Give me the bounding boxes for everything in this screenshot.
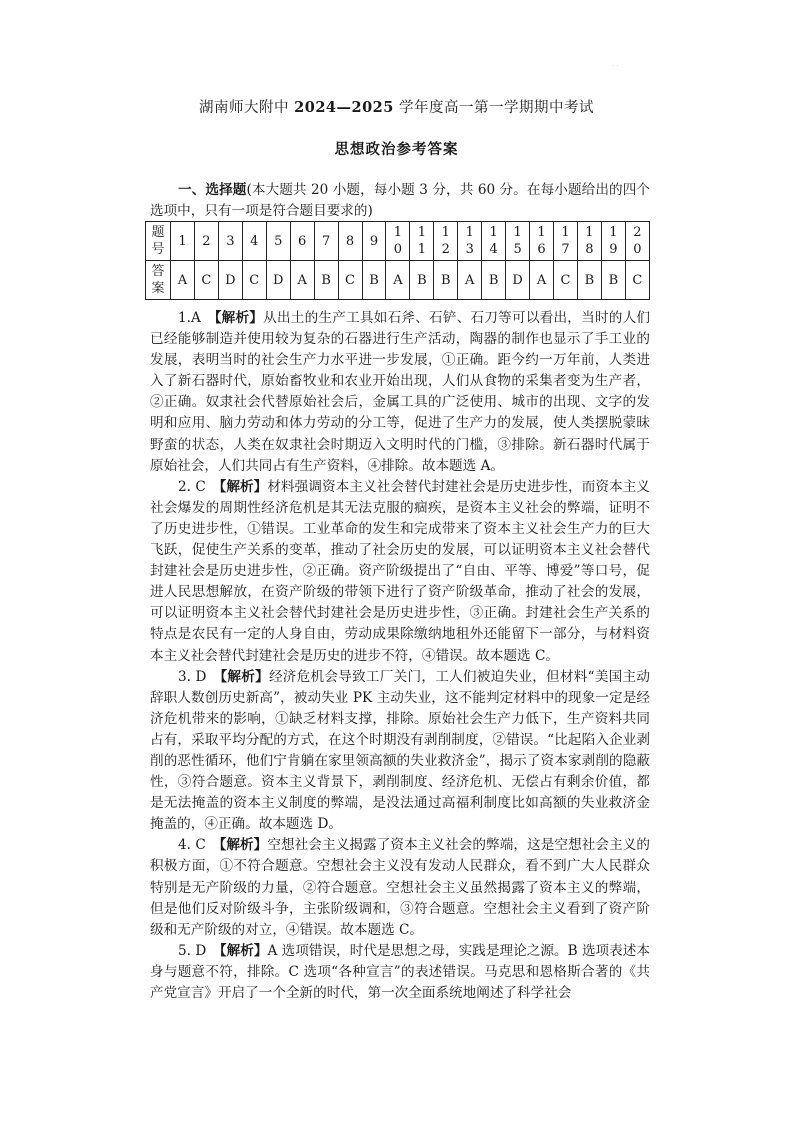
table-cell-text: 4 bbox=[489, 242, 498, 257]
answer-cell: B bbox=[601, 261, 625, 300]
answer-cell: B bbox=[410, 261, 434, 300]
table-cell-text: 9 bbox=[609, 242, 618, 257]
answer-cell: B bbox=[314, 261, 338, 300]
question-number-cell bbox=[554, 222, 578, 261]
table-cell-text: 8 bbox=[585, 242, 594, 257]
title-years: 2024—2025 bbox=[294, 99, 394, 116]
answer-cell: A bbox=[530, 261, 554, 300]
section-one-desc: (本大题共 20 小题，每小题 3 分，共 60 分。在每小题给出的四个选项中，只有一项是符合题目要求的) bbox=[150, 182, 651, 219]
question-number-cell bbox=[338, 222, 362, 261]
answer-cell: C bbox=[242, 261, 266, 300]
table-cell-text: 0 bbox=[633, 242, 642, 257]
title-school: 湖南师大附中 bbox=[199, 100, 295, 116]
table-cell-text: 1 bbox=[417, 225, 426, 240]
table-cell-text: 8 bbox=[345, 233, 355, 249]
answer-cell: B bbox=[577, 261, 601, 300]
explanations bbox=[150, 308, 650, 1004]
question-number-cell bbox=[434, 222, 458, 261]
answer-lead: 2. C bbox=[178, 478, 206, 495]
explanation-text: 空想社会主义揭露了资本主义社会的弊端，这是空想社会主义的积极方面，①不符合题意。空想社会主义没有发动人民群众，看不到广大人民群众特别是无产阶级的力量，②符合题意。空想社会主义虽然揭露了资本主义的弊端，但是他们反对阶级斗争，主张阶级调和，③符合题意。空想社会主义看到了资产阶级和无产阶级的对立，④错误。故本题选 C。 bbox=[150, 837, 651, 938]
table-cell-text: 1 bbox=[585, 225, 594, 240]
document-title bbox=[0, 96, 793, 117]
answer-lead: 3. D bbox=[178, 668, 207, 685]
question-number-cell bbox=[194, 222, 218, 261]
question-number-cell bbox=[410, 222, 434, 261]
section-one-head: 一、选择题 bbox=[178, 182, 247, 198]
question-number-cell bbox=[458, 222, 482, 261]
answer-cell: B bbox=[434, 261, 458, 300]
answer-cell: A bbox=[386, 261, 410, 300]
answer-cell: C bbox=[554, 261, 578, 300]
table-cell-text: 6 bbox=[537, 242, 546, 257]
answer-table-answer-row bbox=[146, 261, 650, 300]
answer-cell: A bbox=[458, 261, 482, 300]
question-number-cell bbox=[171, 222, 195, 261]
table-cell-text: 1 bbox=[489, 225, 498, 240]
table-cell-text: 9 bbox=[369, 233, 379, 249]
question-number-cell bbox=[266, 222, 290, 261]
table-cell-text: 2 bbox=[441, 242, 450, 257]
answer-table bbox=[145, 221, 650, 300]
table-cell-text: 案 bbox=[151, 281, 165, 296]
table-row-label bbox=[146, 222, 171, 261]
question-number-cell bbox=[386, 222, 410, 261]
explanation-paragraph bbox=[150, 667, 650, 836]
analysis-tag: 【解析】 bbox=[207, 310, 264, 326]
question-number-cell bbox=[290, 222, 314, 261]
table-cell-text: 4 bbox=[250, 233, 259, 249]
table-row-label bbox=[146, 261, 171, 300]
table-cell-text: 1 bbox=[417, 242, 426, 257]
table-cell-text: 1 bbox=[465, 225, 474, 240]
answer-cell: B bbox=[362, 261, 386, 300]
table-cell-text: 1 bbox=[513, 225, 522, 240]
analysis-tag: 【解析】 bbox=[212, 478, 268, 495]
table-cell-text: 5 bbox=[274, 233, 283, 249]
explanation-paragraph bbox=[150, 835, 650, 940]
explanation-paragraph bbox=[150, 308, 650, 477]
explanation-paragraph bbox=[150, 477, 650, 667]
answer-cell: A bbox=[171, 261, 195, 300]
table-cell-text: 3 bbox=[465, 242, 474, 257]
answer-cell: D bbox=[506, 261, 530, 300]
explanation-text: A 选项错误，时代是思想之母，实践是理论之源。B 选项表述本身与题意不符，排除。C 选项“各种宣言”的表述错误。马克思和恩格斯合著的《共产党宣言》开启了一个全新的时代，第一次全面系统地阐述了科学社会 bbox=[150, 942, 651, 1001]
table-cell-text: 1 bbox=[609, 225, 618, 240]
answer-cell: D bbox=[218, 261, 242, 300]
table-cell-text: 1 bbox=[178, 233, 187, 249]
corner-mark: · · bbox=[612, 62, 619, 70]
table-cell-text: 1 bbox=[393, 225, 403, 240]
table-cell-text: 1 bbox=[561, 225, 570, 240]
title-rest: 学年度高一第一学期期中考试 bbox=[393, 100, 594, 116]
table-cell-text: 2 bbox=[202, 233, 211, 249]
table-cell-text: 5 bbox=[513, 242, 522, 257]
section-one-heading bbox=[150, 180, 650, 222]
answer-lead: 1.A bbox=[178, 310, 201, 326]
answer-cell: A bbox=[290, 261, 314, 300]
analysis-tag: 【解析】 bbox=[213, 668, 269, 685]
question-number-cell bbox=[530, 222, 554, 261]
table-cell-text: 1 bbox=[441, 225, 450, 240]
answer-lead: 4. C bbox=[178, 837, 206, 854]
explanation-text: 从出土的生产工具如石斧、石铲、石刀等可以看出，当时的人们已经能够制造并使用较为复杂的石器进行生产活动，陶器的制作也显示了手工业的发展，表明当时的社会生产力水平进一步发展，①正确。距今约一万年前，人类进入了新石器时代，原始畜牧业和农业开始出现，人们从食物的采集者变为生产者，②正确。奴隶社会代替原始社会后，金属工具的广泛使用、城市的出现、文字的发明和应用、脑力劳动和体力劳动的分工等，促进了生产力的发展，使人类摆脱蒙昧野蛮的状态，人类在奴隶社会时期迈入文明时代的门槛，③排除。新石器时代属于原始社会，人们共同占有生产资料，④排除。故本题选 A。 bbox=[150, 310, 651, 474]
question-number-cell bbox=[362, 222, 386, 261]
question-number-cell bbox=[314, 222, 338, 261]
question-number-cell bbox=[482, 222, 506, 261]
analysis-tag: 【解析】 bbox=[213, 942, 268, 959]
table-cell-text: 7 bbox=[561, 242, 570, 257]
table-cell-text: 6 bbox=[298, 233, 307, 249]
table-cell-text: 0 bbox=[393, 242, 403, 257]
answer-table-number-row bbox=[146, 222, 650, 261]
answer-cell: B bbox=[482, 261, 506, 300]
table-cell-text: 1 bbox=[537, 225, 546, 240]
question-number-cell bbox=[625, 222, 649, 261]
table-cell-text: 7 bbox=[321, 233, 331, 249]
question-number-cell bbox=[601, 222, 625, 261]
answer-cell: C bbox=[194, 261, 218, 300]
question-number-cell bbox=[218, 222, 242, 261]
table-cell-text: 3 bbox=[226, 233, 235, 249]
table-cell-text: 答 bbox=[151, 264, 165, 279]
explanation-text: 经济危机会导致工厂关门，工人们被迫失业，但材料“美国主动辞职人数创历史新高”，被动失业 PK 主动失业，这不能判定材料中的现象一定是经济危机带来的影响，①缺乏材料支撑，排除。原始社会生产力低下，生产资料共同占有，采取平均分配的方式，在这个时期没有剥削制度，②错误。“比起陷入企业剥削的恶性循环，他们宁肯躺在家里领高额的失业救济金”，揭示了资本家剥削的隐蔽性，③符合题意。资本主义背景下，剥削制度、经济危机、无偿占有剩余价值，都是无法掩盖的资本主义制度的弊端，是没法通过高福利制度比如高额的失业救济金掩盖的，④正确。故本题选 D。 bbox=[150, 668, 650, 833]
table-cell-text: 题 bbox=[151, 225, 165, 240]
answer-cell: C bbox=[338, 261, 362, 300]
answer-cell: D bbox=[266, 261, 290, 300]
question-number-cell bbox=[242, 222, 266, 261]
answer-cell: C bbox=[625, 261, 649, 300]
table-cell-text: 号 bbox=[151, 242, 165, 257]
explanation-text: 材料强调资本主义社会替代封建社会是历史进步性，而资本主义社会爆发的周期性经济危机是其无法克服的痼疾，是资本主义社会的弊端，证明不了历史进步性，①错误。工业革命的发生和完成带来了资本主义社会生产力的巨大飞跃，促使生产关系的变革，推动了社会历史的发展，可以证明资本主义社会替代封建社会是历史进步性，②正确。资产阶级提出了“自由、平等、博爱”等口号，促进人民思想解放，在资产阶级的带领下进行了资产阶级革命，推动了社会的发展，可以证明资本主义社会替代封建社会是历史进步性，③正确。封建社会生产关系的特点是农民有一定的人身自由，劳动成果除缴纳地租外还能留下一部分，与材料资本主义社会替代封建社会是历史的进步不符，④错误。故本题选 C。 bbox=[150, 478, 651, 664]
question-number-cell bbox=[506, 222, 530, 261]
document-subtitle: 思想政治参考答案 bbox=[334, 141, 459, 158]
answer-lead: 5. D bbox=[178, 942, 207, 959]
analysis-tag: 【解析】 bbox=[212, 837, 268, 854]
question-number-cell bbox=[577, 222, 601, 261]
table-cell-text: 2 bbox=[633, 225, 642, 240]
explanation-paragraph bbox=[150, 941, 650, 1004]
